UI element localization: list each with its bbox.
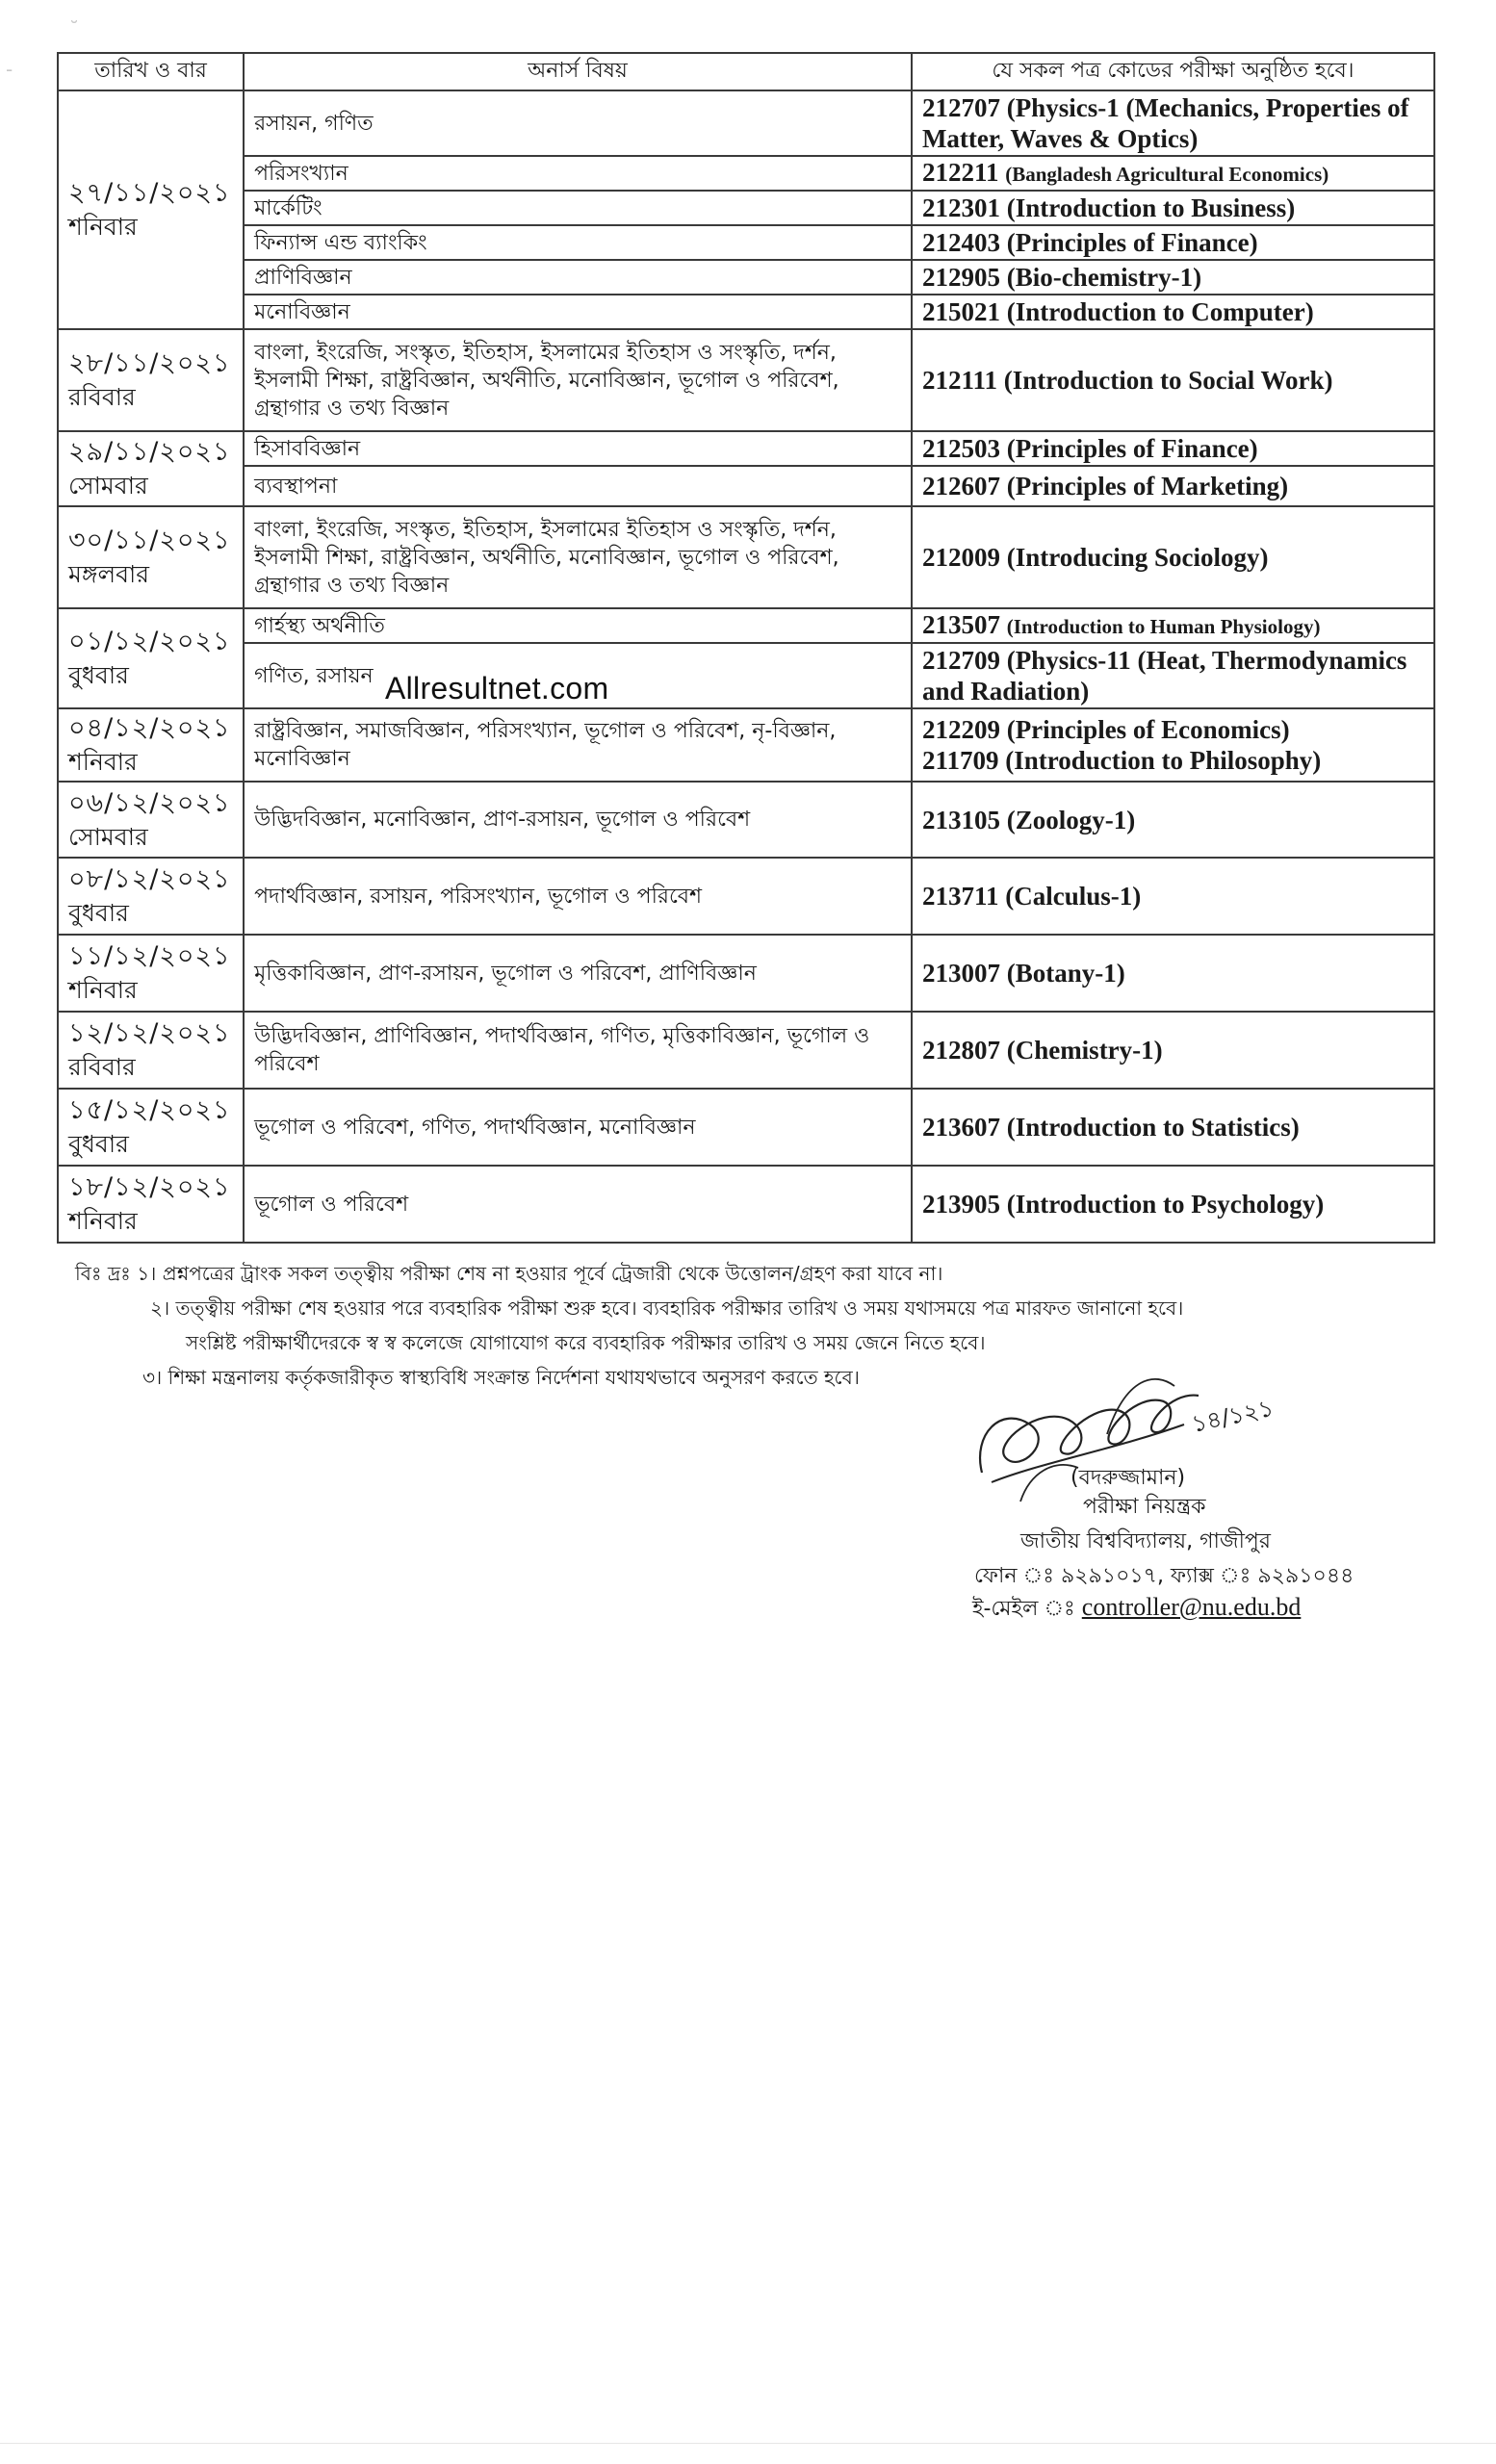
paper-code-cell: 212607 (Principles of Marketing): [912, 466, 1434, 506]
paper-code-cell: 212707 (Physics-1 (Mechanics, Properties of Matter, Waves & Optics): [912, 90, 1434, 156]
exam-day: সোমবার: [68, 472, 148, 500]
note-number: ৩।: [142, 1366, 163, 1389]
table-row: [58, 431, 1434, 466]
scan-speck: -: [6, 58, 13, 81]
exam-day: রবিবার: [68, 383, 136, 411]
note-item: [75, 1256, 1442, 1291]
paper-code-cell: 212709 (Physics-11 (Heat, Thermodynamics and Radiation): [912, 643, 1434, 708]
watermark: Allresultnet.com: [385, 671, 609, 706]
header-paper-code: যে সকল পত্র কোডের পরীক্ষা অনুষ্ঠিত হবে।: [912, 53, 1434, 90]
paper-code-cell: 213905 (Introduction to Psychology): [912, 1166, 1434, 1243]
paper-code: 212209 (Principles of Economics): [921, 715, 1290, 744]
paper-code-cell: 212905 (Bio-chemistry-1): [912, 260, 1434, 295]
subject-cell: উদ্ভিদবিজ্ঞান, প্রাণিবিজ্ঞান, পদার্থবিজ্ঞান, গণিত, মৃত্তিকাবিজ্ঞান, ভূগোল ও পরিবেশ: [244, 1012, 912, 1089]
paper-code-cell: [912, 156, 1434, 191]
table-row: [58, 225, 1434, 260]
paper-code-cell: 212009 (Introducing Sociology): [912, 506, 1434, 608]
subject-cell: রসায়ন, গণিত: [244, 90, 912, 156]
exam-date: ১২/১২/২০২১: [68, 1018, 231, 1048]
subject-cell: ভূগোল ও পরিবেশ: [244, 1166, 912, 1243]
email-label: ই-মেইল ঃ: [972, 1597, 1075, 1621]
table-row: [58, 90, 1434, 156]
subject-cell: বাংলা, ইংরেজি, সংস্কৃত, ইতিহাস, ইসলামের ইতিহাস ও সংস্কৃতি, দর্শন, ইসলামী শিক্ষা, রাষ্ট্রবিজ্ঞান, অর্থনীতি, মনোবিজ্ঞান, ভূগোল ও পরিবেশ, গ্রন্থাগার ও তথ্য বিজ্ঞান: [244, 506, 912, 608]
exam-date: ১১/১২/২০২১: [68, 941, 231, 971]
note-text: তত্ত্বীয় পরীক্ষা শেষ হওয়ার পরে ব্যবহারিক পরীক্ষা শুরু হবে। ব্যবহারিক পরীক্ষার তারিখ ও সময় যথাসময়ে পত্র মারফত জানানো হবে।: [175, 1296, 1184, 1320]
subject-cell: ভূগোল ও পরিবেশ, গণিত, পদার্থবিজ্ঞান, মনোবিজ্ঞান: [244, 1089, 912, 1166]
table-row: [58, 329, 1434, 431]
subject-cell: গার্হস্থ্য অর্থনীতি: [244, 608, 912, 643]
date-cell: [58, 329, 244, 431]
subject-cell: রাষ্ট্রবিজ্ঞান, সমাজবিজ্ঞান, পরিসংখ্যান, ভূগোল ও পরিবেশ, নৃ-বিজ্ঞান, মনোবিজ্ঞান: [244, 708, 912, 782]
table-row: [58, 191, 1434, 225]
note-item: [75, 1291, 1442, 1325]
phone-number: ৯২৯১০১৭,: [1060, 1564, 1164, 1588]
exam-day: বুধবার: [68, 661, 129, 689]
subject-cell: ব্যবস্থাপনা: [244, 466, 912, 506]
phone-label: ফোন ঃ: [974, 1564, 1054, 1588]
date-cell: [58, 1089, 244, 1166]
table-row: [58, 506, 1434, 608]
table-header-row: [58, 53, 1434, 90]
subject-cell: গণিত, রসায়ন: [244, 643, 912, 708]
exam-date: ০৪/১২/২০২১: [68, 713, 231, 743]
date-cell: [58, 708, 244, 782]
note-text: শিক্ষা মন্ত্রনালয় কর্তৃকজারীকৃত স্বাস্থ্যবিধি সংক্রান্ত নির্দেশনা যথাযথভাবে অনুসরণ করতে হবে।: [168, 1366, 860, 1389]
table-row: [58, 708, 1434, 782]
exam-date: ২৭/১১/২০২১: [68, 178, 231, 208]
exam-day: শনিবার: [68, 748, 138, 776]
date-cell: [58, 1166, 244, 1243]
subject-cell: উদ্ভিদবিজ্ঞান, মনোবিজ্ঞান, প্রাণ-রসায়ন, ভূগোল ও পরিবেশ: [244, 782, 912, 858]
fax-number: ৯২৯১০৪৪: [1257, 1564, 1354, 1588]
paper-code: 211709 (Introduction to Philosophy): [921, 746, 1322, 775]
date-cell: [58, 90, 244, 329]
date-cell: [58, 858, 244, 935]
paper-title: (Bangladesh Agricultural Economics): [1005, 163, 1329, 186]
note-number: ২।: [150, 1296, 170, 1320]
paper-code-cell: 213711 (Calculus-1): [912, 858, 1434, 935]
paper-code-cell: 212301 (Introduction to Business): [912, 191, 1434, 225]
subject-cell: পরিসংখ্যান: [244, 156, 912, 191]
table-row: [58, 295, 1434, 329]
date-cell: [58, 608, 244, 708]
header-honours-subject: অনার্স বিষয়: [244, 53, 912, 90]
table-row: [58, 1089, 1434, 1166]
subject-cell: ফিন্যান্স এন্ড ব্যাংকিং: [244, 225, 912, 260]
table-row: [58, 643, 1434, 708]
fax-label: ফ্যাক্স ঃ: [1170, 1564, 1251, 1588]
exam-day: বুধবার: [68, 899, 129, 927]
date-cell: [58, 1012, 244, 1089]
date-cell: [58, 782, 244, 858]
paper-code-cell: 212807 (Chemistry-1): [912, 1012, 1434, 1089]
date-cell: [58, 506, 244, 608]
exam-day: শনিবার: [68, 976, 138, 1004]
exam-date: ২৯/১১/২০২১: [68, 437, 231, 467]
exam-date: ৩০/১১/২০২১: [68, 526, 231, 555]
table-row: [58, 858, 1434, 935]
exam-date: ০৬/১২/২০২১: [68, 787, 231, 818]
table-row: [58, 935, 1434, 1012]
paper-code-cell: 213105 (Zoology-1): [912, 782, 1434, 858]
table-row: [58, 1012, 1434, 1089]
contact-email: [972, 1592, 1301, 1628]
exam-day: মঙ্গলবার: [68, 560, 150, 588]
note-text: সংশ্লিষ্ট পরীক্ষার্থীদেরকে স্ব স্ব কলেজে যোগাযোগ করে ব্যবহারিক পরীক্ষার তারিখ ও সময় জেনে নিতে হবে।: [186, 1331, 986, 1354]
paper-code-cell: [912, 708, 1434, 782]
paper-title: (Introduction to Human Physiology): [1006, 615, 1321, 638]
subject-cell: মনোবিজ্ঞান: [244, 295, 912, 329]
subject-cell: প্রাণিবিজ্ঞান: [244, 260, 912, 295]
date-cell: [58, 431, 244, 506]
scan-bottom-edge: [0, 2443, 1496, 2444]
exam-schedule-table: [57, 52, 1435, 1244]
subject-cell: বাংলা, ইংরেজি, সংস্কৃত, ইতিহাস, ইসলামের ইতিহাস ও সংস্কৃতি, দর্শন, ইসলামী শিক্ষা, রাষ্ট্রবিজ্ঞান, অর্থনীতি, মনোবিজ্ঞান, ভূগোল ও পরিবেশ, গ্রন্থাগার ও তথ্য বিজ্ঞান: [244, 329, 912, 431]
paper-code-cell: [912, 608, 1434, 643]
exam-date: ০৮/১২/২০২১: [68, 864, 231, 894]
table-row: [58, 1166, 1434, 1243]
note-number: ১।: [137, 1262, 157, 1285]
note-item-continued: [75, 1325, 1442, 1360]
exam-date: ১৫/১২/২০২১: [68, 1095, 231, 1125]
exam-day: রবিবার: [68, 1053, 136, 1081]
subject-cell: মার্কেটিং: [244, 191, 912, 225]
date-cell: [58, 935, 244, 1012]
exam-day: বুধবার: [68, 1130, 129, 1158]
note-text: প্রশ্নপত্রের ট্রাংক সকল তত্ত্বীয় পরীক্ষা শেষ না হওয়ার পূর্বে ট্রেজারী থেকে উত্তোলন/গ্রহণ করা যাবে না।: [162, 1262, 943, 1285]
paper-code-cell: 212111 (Introduction to Social Work): [912, 329, 1434, 431]
table-row: [58, 782, 1434, 858]
notes-prefix: বিঃ দ্রঃ: [75, 1262, 131, 1285]
paper-code-cell: 212503 (Principles of Finance): [912, 431, 1434, 466]
table-row: [58, 608, 1434, 643]
paper-code-cell: 213007 (Botany-1): [912, 935, 1434, 1012]
exam-day: সোমবার: [68, 822, 148, 851]
scan-speck: ˘: [69, 17, 79, 40]
email-link[interactable]: controller@nu.edu.bd: [1081, 1593, 1302, 1621]
exam-day: শনিবার: [68, 1207, 138, 1235]
header-date-day: তারিখ ও বার: [58, 53, 244, 90]
contact-phone-fax: [974, 1559, 1354, 1595]
paper-code-cell: 212403 (Principles of Finance): [912, 225, 1434, 260]
subject-cell: পদার্থবিজ্ঞান, রসায়ন, পরিসংখ্যান, ভূগোল ও পরিবেশ: [244, 858, 912, 935]
table-row: [58, 156, 1434, 191]
signature-date-scrawl: ১৪/১২১: [1189, 1394, 1277, 1438]
exam-day: শনিবার: [68, 213, 138, 241]
subject-cell: হিসাববিজ্ঞান: [244, 431, 912, 466]
table-row: [58, 466, 1434, 506]
signatory-title: পরীক্ষা নিয়ন্ত্রক: [1083, 1495, 1206, 1519]
paper-code: 212211: [921, 158, 999, 187]
signatory-name: (বদরুজ্জামান): [1070, 1466, 1186, 1490]
table-row: [58, 260, 1434, 295]
subject-cell: মৃত্তিকাবিজ্ঞান, প্রাণ-রসায়ন, ভূগোল ও পরিবেশ, প্রাণিবিজ্ঞান: [244, 935, 912, 1012]
exam-date: ২৮/১১/২০২১: [68, 348, 231, 378]
paper-code: 213507: [921, 610, 1000, 639]
exam-date: ১৮/১২/২০২১: [68, 1172, 231, 1202]
paper-code-cell: 213607 (Introduction to Statistics): [912, 1089, 1434, 1166]
paper-code-cell: 215021 (Introduction to Computer): [912, 295, 1434, 329]
exam-date: ০১/১২/২০২১: [68, 627, 231, 656]
signatory-organization: জাতীয় বিশ্ববিদ্যালয়, গাজীপুর: [1020, 1529, 1271, 1553]
